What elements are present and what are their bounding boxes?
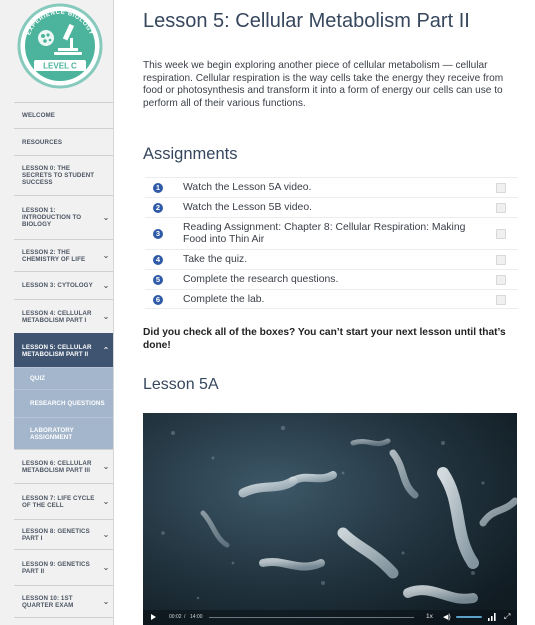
chevron-down-icon[interactable]: ⌄ bbox=[102, 312, 110, 321]
chevron-down-icon[interactable]: ⌄ bbox=[102, 597, 110, 606]
assignment-row bbox=[145, 197, 518, 217]
sidebar-item-label: LESSON 1: INTRODUCTION TO BIOLOGY bbox=[22, 207, 82, 228]
sidebar-item-lesson-7[interactable] bbox=[14, 483, 113, 519]
sidebar bbox=[0, 0, 114, 625]
lesson-video-player[interactable] bbox=[143, 413, 517, 625]
sidebar-item-label: LESSON 10: 1ST QUARTER EXAM bbox=[22, 594, 74, 609]
sidebar-item-lesson-2[interactable] bbox=[14, 239, 113, 271]
chevron-down-icon[interactable]: ⌄ bbox=[102, 530, 110, 539]
chevron-down-icon[interactable]: ⌄ bbox=[102, 213, 110, 222]
number-5-icon: 5 bbox=[153, 275, 163, 285]
sidebar-item-lesson-9[interactable] bbox=[14, 549, 113, 585]
sidebar-subitem-quiz[interactable] bbox=[14, 367, 113, 389]
sidebar-item-lesson-1[interactable] bbox=[14, 195, 113, 239]
number-2-icon: 2 bbox=[153, 203, 163, 213]
total-time: 14:00 bbox=[190, 614, 203, 620]
current-time: 00:02 bbox=[169, 614, 182, 620]
sidebar-item-lesson-5[interactable] bbox=[14, 333, 113, 367]
sidebar-item-lesson-10[interactable] bbox=[14, 585, 113, 617]
chevron-down-icon[interactable]: ⌄ bbox=[102, 462, 110, 471]
sidebar-item-label: LESSON 5: CELLULAR METABOLISM PART II bbox=[22, 343, 92, 358]
assignment-checkbox[interactable] bbox=[496, 275, 506, 285]
sidebar-item-label: LABORATORY ASSIGNMENT bbox=[30, 426, 74, 441]
page-title: Lesson 5: Cellular Metabolism Part II bbox=[143, 10, 470, 32]
sidebar-item-label: LESSON 8: GENETICS PART I bbox=[22, 527, 90, 542]
number-1-icon: 1 bbox=[153, 183, 163, 193]
chevron-down-icon[interactable]: ⌄ bbox=[102, 281, 110, 290]
sidebar-item-label: RESOURCES bbox=[22, 138, 63, 146]
svg-text:LEVEL C: LEVEL C bbox=[43, 61, 77, 71]
sidebar-item-label: LESSON 7: LIFE CYCLE OF THE CELL bbox=[22, 494, 95, 509]
assignments-heading: Assignments bbox=[143, 145, 238, 163]
sidebar-item-lesson-3[interactable] bbox=[14, 271, 113, 299]
sidebar-item-label: WELCOME bbox=[22, 112, 56, 119]
video-controls bbox=[143, 610, 517, 625]
signal-bars-icon[interactable] bbox=[487, 612, 497, 622]
assignment-text: Watch the Lesson 5A video. bbox=[183, 181, 312, 193]
play-icon[interactable] bbox=[151, 614, 156, 620]
assignment-text: Complete the lab. bbox=[183, 293, 265, 305]
assignment-row bbox=[145, 269, 518, 289]
fullscreen-icon[interactable]: ⤢ bbox=[504, 612, 511, 621]
time-separator: / bbox=[184, 614, 186, 620]
assignment-checkbox[interactable] bbox=[496, 255, 506, 265]
chevron-down-icon[interactable]: ⌄ bbox=[102, 497, 110, 506]
sidebar-item-lesson-0[interactable] bbox=[14, 155, 113, 195]
sidebar-item-label: LESSON 9: GENETICS PART II bbox=[22, 560, 90, 575]
volume-icon[interactable]: ◀) bbox=[443, 614, 451, 621]
sidebar-item-label: LESSON 2: THE CHEMISTRY OF LIFE bbox=[22, 248, 86, 263]
assignment-row bbox=[145, 177, 518, 197]
svg-text:EXPERIENCE BIOLOGY: EXPERIENCE BIOLOGY bbox=[26, 9, 94, 37]
sidebar-item-label: LESSON 0: THE SECRETS TO STUDENT SUCCESS bbox=[22, 165, 95, 186]
assignment-text: Complete the research questions. bbox=[183, 273, 339, 285]
progress-bar[interactable] bbox=[209, 617, 414, 618]
sidebar-item-label: RESEARCH QUESTIONS bbox=[30, 400, 105, 407]
sidebar-item-label: LESSON 3: CYTOLOGY bbox=[22, 282, 93, 289]
number-4-icon: 4 bbox=[153, 255, 163, 265]
assignment-row bbox=[145, 289, 518, 309]
checkbox-warning: Did you check all of the boxes? You can’t start your next lesson until that’s done! bbox=[143, 327, 506, 351]
sidebar-item-lesson-4[interactable] bbox=[14, 299, 113, 333]
chevron-up-icon[interactable]: ⌃ bbox=[102, 346, 110, 355]
sidebar-item-label: QUIZ bbox=[30, 375, 46, 382]
sidebar-subitem-laboratory-assignment[interactable] bbox=[14, 417, 113, 449]
sidebar-item-lesson-8[interactable] bbox=[14, 519, 113, 549]
lesson-5a-heading: Lesson 5A bbox=[143, 376, 219, 393]
assignment-row bbox=[145, 249, 518, 269]
sidebar-item-resources[interactable] bbox=[14, 128, 113, 155]
sidebar-item-lesson-6[interactable] bbox=[14, 449, 113, 483]
intro-paragraph: This week we begin exploring another piece of cellular metabolism — cellular respiration. Cellular respiration is the way cells take the energy they receive from food or photosynthesis and transform it into a form of energy our cells can use to perform all of their various functions. bbox=[143, 60, 504, 109]
assignment-text: Watch the Lesson 5B video. bbox=[183, 201, 312, 213]
chevron-down-icon[interactable]: ⌄ bbox=[102, 251, 110, 260]
assignment-text: Take the quiz. bbox=[183, 253, 248, 265]
chevron-down-icon[interactable]: ⌄ bbox=[102, 563, 110, 572]
sidebar-item-label: LESSON 6: CELLULAR METABOLISM PART III bbox=[22, 459, 92, 474]
assignment-row bbox=[145, 217, 518, 249]
sidebar-item-label: LESSON 4: CELLULAR METABOLISM PART I bbox=[22, 309, 92, 324]
sidebar-subitem-research-questions[interactable] bbox=[14, 389, 113, 417]
volume-slider[interactable] bbox=[456, 616, 482, 618]
sidebar-item-welcome[interactable] bbox=[14, 102, 113, 128]
assignment-checkbox[interactable] bbox=[496, 183, 506, 193]
assignment-checkbox[interactable] bbox=[496, 295, 506, 305]
assignment-text: Reading Assignment: Chapter 8: Cellular Respiration: Making Food into Thin Air bbox=[183, 221, 466, 245]
number-6-icon: 6 bbox=[153, 295, 163, 305]
assignment-checkbox[interactable] bbox=[496, 229, 506, 239]
playback-speed-button[interactable]: 1x bbox=[426, 613, 433, 620]
number-3-icon: 3 bbox=[153, 229, 163, 239]
experience-biology-logo[interactable] bbox=[16, 0, 105, 95]
video-frame bbox=[143, 413, 517, 625]
sidebar-item-next[interactable] bbox=[14, 617, 113, 625]
assignment-checkbox[interactable] bbox=[496, 203, 506, 213]
